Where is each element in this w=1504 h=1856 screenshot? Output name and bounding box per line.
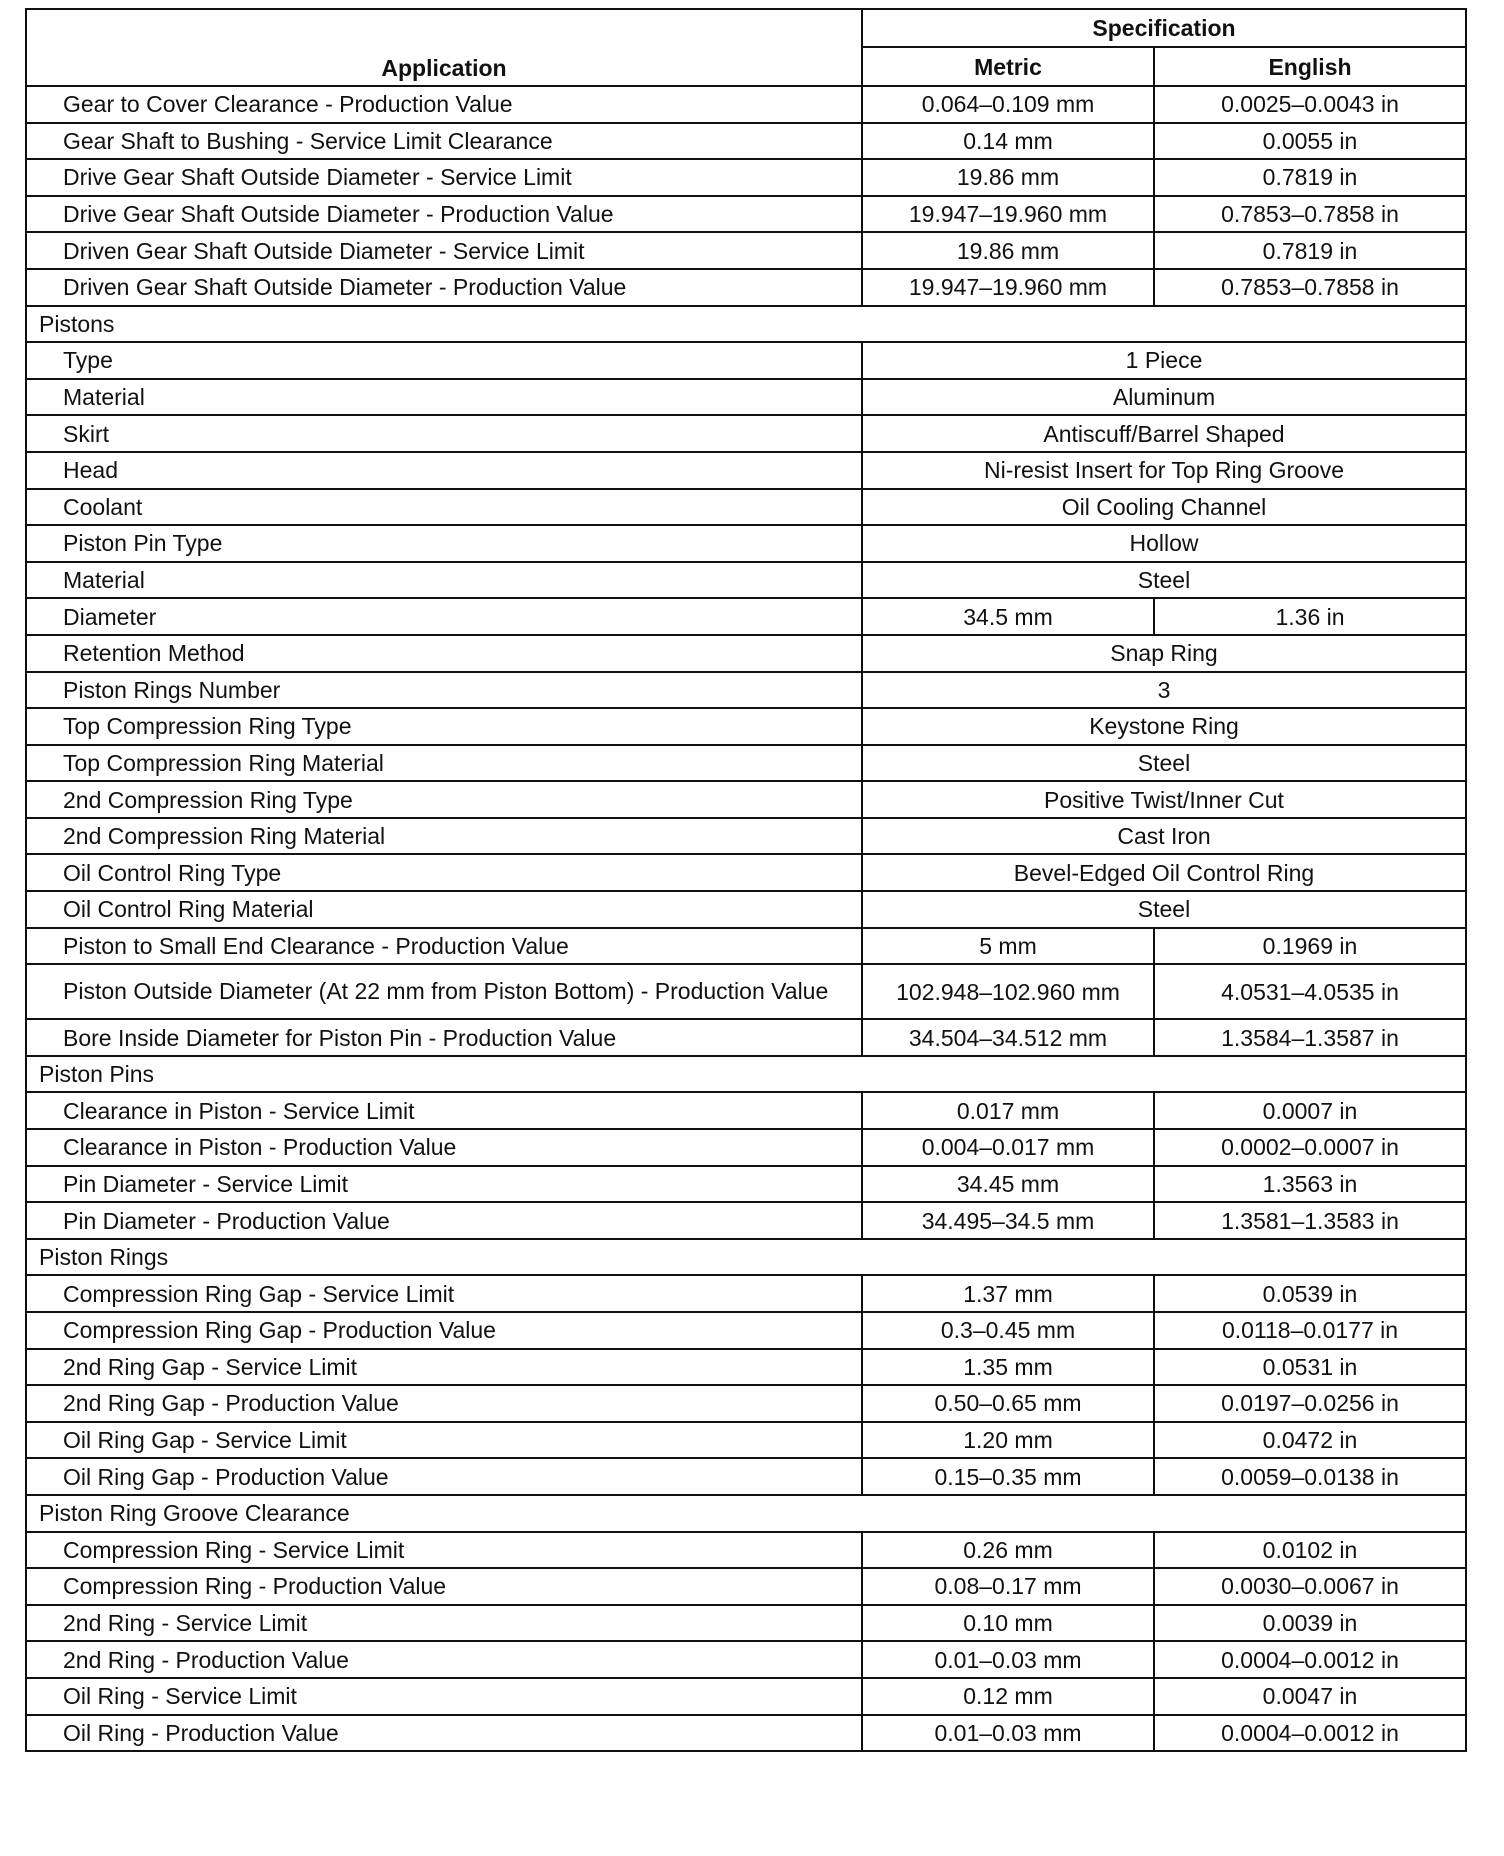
- table-row: [26, 1092, 1466, 1129]
- english-cell: 0.0030–0.0067 in: [1154, 1568, 1466, 1605]
- specification-cell: Steel: [862, 745, 1466, 782]
- table-row: [26, 635, 1466, 672]
- english-cell: 0.0025–0.0043 in: [1154, 86, 1466, 123]
- application-cell: Clearance in Piston - Service Limit: [26, 1092, 862, 1129]
- specification-cell: Oil Cooling Channel: [862, 489, 1466, 526]
- table-row: [26, 1349, 1466, 1386]
- english-cell: 1.3584–1.3587 in: [1154, 1019, 1466, 1056]
- english-cell: 0.0531 in: [1154, 1349, 1466, 1386]
- table-row: [26, 1458, 1466, 1495]
- application-cell: 2nd Ring - Service Limit: [26, 1605, 862, 1642]
- metric-cell: 0.12 mm: [862, 1678, 1154, 1715]
- table-row: [26, 379, 1466, 416]
- table-row: [26, 562, 1466, 599]
- application-cell: Gear to Cover Clearance - Production Value: [26, 86, 862, 123]
- table-row: [26, 1605, 1466, 1642]
- application-cell: Piston to Small End Clearance - Production Value: [26, 928, 862, 965]
- table-row: [26, 269, 1466, 306]
- metric-cell: 0.26 mm: [862, 1532, 1154, 1569]
- specification-table: [25, 8, 1467, 1752]
- english-cell: 0.7819 in: [1154, 159, 1466, 196]
- english-cell: 0.0102 in: [1154, 1532, 1466, 1569]
- table-row: [26, 1641, 1466, 1678]
- application-cell: Pin Diameter - Production Value: [26, 1202, 862, 1239]
- english-cell: 4.0531–4.0535 in: [1154, 964, 1466, 1019]
- application-cell: 2nd Compression Ring Type: [26, 781, 862, 818]
- section-row: [26, 306, 1466, 343]
- application-cell: Compression Ring Gap - Production Value: [26, 1312, 862, 1349]
- metric-cell: 34.45 mm: [862, 1166, 1154, 1203]
- application-cell: Bore Inside Diameter for Piston Pin - Production Value: [26, 1019, 862, 1056]
- table-row: [26, 1202, 1466, 1239]
- application-cell: Head: [26, 452, 862, 489]
- application-cell: Oil Control Ring Material: [26, 891, 862, 928]
- english-cell: 0.0047 in: [1154, 1678, 1466, 1715]
- specification-cell: Ni-resist Insert for Top Ring Groove: [862, 452, 1466, 489]
- metric-cell: 34.5 mm: [862, 598, 1154, 635]
- application-cell: 2nd Ring - Production Value: [26, 1641, 862, 1678]
- table-row: [26, 745, 1466, 782]
- table-row: [26, 1166, 1466, 1203]
- section-title: Pistons: [26, 306, 1466, 343]
- english-header: English: [1154, 47, 1466, 86]
- application-cell: Compression Ring Gap - Service Limit: [26, 1275, 862, 1312]
- application-cell: Oil Ring Gap - Production Value: [26, 1458, 862, 1495]
- specification-cell: Aluminum: [862, 379, 1466, 416]
- application-cell: Piston Rings Number: [26, 672, 862, 709]
- table-row: [26, 232, 1466, 269]
- table-row: [26, 708, 1466, 745]
- metric-cell: 19.86 mm: [862, 159, 1154, 196]
- table-row: [26, 854, 1466, 891]
- table-row: [26, 1532, 1466, 1569]
- application-cell: Gear Shaft to Bushing - Service Limit Clearance: [26, 123, 862, 160]
- metric-cell: 5 mm: [862, 928, 1154, 965]
- metric-cell: 0.50–0.65 mm: [862, 1385, 1154, 1422]
- metric-cell: 0.064–0.109 mm: [862, 86, 1154, 123]
- application-cell: Driven Gear Shaft Outside Diameter - Service Limit: [26, 232, 862, 269]
- table-row: [26, 1422, 1466, 1459]
- application-header: Application: [26, 9, 862, 86]
- specification-cell: Bevel-Edged Oil Control Ring: [862, 854, 1466, 891]
- application-cell: Drive Gear Shaft Outside Diameter - Production Value: [26, 196, 862, 233]
- metric-cell: 19.86 mm: [862, 232, 1154, 269]
- application-cell: Oil Ring - Production Value: [26, 1715, 862, 1752]
- table-row: [26, 928, 1466, 965]
- section-row: [26, 1239, 1466, 1276]
- english-cell: 0.1969 in: [1154, 928, 1466, 965]
- english-cell: 0.0197–0.0256 in: [1154, 1385, 1466, 1422]
- table-row: [26, 489, 1466, 526]
- english-cell: 0.0539 in: [1154, 1275, 1466, 1312]
- table-row: [26, 818, 1466, 855]
- english-cell: 0.0472 in: [1154, 1422, 1466, 1459]
- specification-cell: Snap Ring: [862, 635, 1466, 672]
- english-cell: 0.0055 in: [1154, 123, 1466, 160]
- application-cell: Coolant: [26, 489, 862, 526]
- table-row: [26, 1275, 1466, 1312]
- table-row: [26, 1678, 1466, 1715]
- application-cell: Driven Gear Shaft Outside Diameter - Production Value: [26, 269, 862, 306]
- table-row: [26, 891, 1466, 928]
- metric-cell: 19.947–19.960 mm: [862, 196, 1154, 233]
- specification-cell: Steel: [862, 562, 1466, 599]
- application-cell: Skirt: [26, 415, 862, 452]
- metric-cell: 0.01–0.03 mm: [862, 1715, 1154, 1752]
- table-row: [26, 86, 1466, 123]
- table-row: [26, 672, 1466, 709]
- section-title: Piston Pins: [26, 1056, 1466, 1093]
- metric-cell: 0.3–0.45 mm: [862, 1312, 1154, 1349]
- metric-cell: 0.004–0.017 mm: [862, 1129, 1154, 1166]
- section-title: Piston Rings: [26, 1239, 1466, 1276]
- application-cell: 2nd Compression Ring Material: [26, 818, 862, 855]
- application-cell: Clearance in Piston - Production Value: [26, 1129, 862, 1166]
- section-row: [26, 1495, 1466, 1532]
- english-cell: 0.0004–0.0012 in: [1154, 1641, 1466, 1678]
- table-row: [26, 964, 1466, 1019]
- application-cell: Top Compression Ring Material: [26, 745, 862, 782]
- table-header: [26, 9, 1466, 86]
- english-cell: 0.0059–0.0138 in: [1154, 1458, 1466, 1495]
- metric-header: Metric: [862, 47, 1154, 86]
- english-cell: 0.7853–0.7858 in: [1154, 269, 1466, 306]
- application-cell: Retention Method: [26, 635, 862, 672]
- table-row: [26, 415, 1466, 452]
- metric-cell: 1.20 mm: [862, 1422, 1154, 1459]
- metric-cell: 0.10 mm: [862, 1605, 1154, 1642]
- english-cell: 1.3563 in: [1154, 1166, 1466, 1203]
- metric-cell: 34.504–34.512 mm: [862, 1019, 1154, 1056]
- english-cell: 0.0004–0.0012 in: [1154, 1715, 1466, 1752]
- metric-cell: 0.01–0.03 mm: [862, 1641, 1154, 1678]
- specification-cell: Hollow: [862, 525, 1466, 562]
- english-cell: 0.0118–0.0177 in: [1154, 1312, 1466, 1349]
- specification-cell: Steel: [862, 891, 1466, 928]
- application-cell: Piston Pin Type: [26, 525, 862, 562]
- table-row: [26, 1385, 1466, 1422]
- specification-cell: 1 Piece: [862, 342, 1466, 379]
- metric-cell: 0.017 mm: [862, 1092, 1154, 1129]
- application-cell: 2nd Ring Gap - Service Limit: [26, 1349, 862, 1386]
- metric-cell: 0.08–0.17 mm: [862, 1568, 1154, 1605]
- application-cell: Pin Diameter - Service Limit: [26, 1166, 862, 1203]
- application-cell: 2nd Ring Gap - Production Value: [26, 1385, 862, 1422]
- table-row: [26, 196, 1466, 233]
- english-cell: 0.7853–0.7858 in: [1154, 196, 1466, 233]
- application-cell: Type: [26, 342, 862, 379]
- table-row: [26, 342, 1466, 379]
- application-cell: Oil Ring Gap - Service Limit: [26, 1422, 862, 1459]
- header-row-top: [26, 9, 1466, 47]
- table-row: [26, 525, 1466, 562]
- english-cell: 1.3581–1.3583 in: [1154, 1202, 1466, 1239]
- application-cell: Oil Control Ring Type: [26, 854, 862, 891]
- application-cell: Material: [26, 562, 862, 599]
- specification-header: Specification: [862, 9, 1466, 47]
- application-cell: Drive Gear Shaft Outside Diameter - Service Limit: [26, 159, 862, 196]
- english-cell: 1.36 in: [1154, 598, 1466, 635]
- english-cell: 0.0007 in: [1154, 1092, 1466, 1129]
- table-row: [26, 781, 1466, 818]
- application-cell: Compression Ring - Production Value: [26, 1568, 862, 1605]
- table-row: [26, 1568, 1466, 1605]
- application-cell: Compression Ring - Service Limit: [26, 1532, 862, 1569]
- metric-cell: 19.947–19.960 mm: [862, 269, 1154, 306]
- table-row: [26, 1715, 1466, 1752]
- section-title: Piston Ring Groove Clearance: [26, 1495, 1466, 1532]
- specification-cell: Antiscuff/Barrel Shaped: [862, 415, 1466, 452]
- section-row: [26, 1056, 1466, 1093]
- metric-cell: 102.948–102.960 mm: [862, 964, 1154, 1019]
- table-row: [26, 1129, 1466, 1166]
- metric-cell: 1.35 mm: [862, 1349, 1154, 1386]
- specification-cell: Keystone Ring: [862, 708, 1466, 745]
- table-row: [26, 452, 1466, 489]
- metric-cell: 34.495–34.5 mm: [862, 1202, 1154, 1239]
- english-cell: 0.7819 in: [1154, 232, 1466, 269]
- table-row: [26, 123, 1466, 160]
- metric-cell: 0.15–0.35 mm: [862, 1458, 1154, 1495]
- metric-cell: 0.14 mm: [862, 123, 1154, 160]
- table-row: [26, 598, 1466, 635]
- application-cell: Piston Outside Diameter (At 22 mm from Piston Bottom) - Production Value: [26, 964, 862, 1019]
- metric-cell: 1.37 mm: [862, 1275, 1154, 1312]
- table-row: [26, 1312, 1466, 1349]
- english-cell: 0.0039 in: [1154, 1605, 1466, 1642]
- table-row: [26, 1019, 1466, 1056]
- application-cell: Oil Ring - Service Limit: [26, 1678, 862, 1715]
- application-cell: Diameter: [26, 598, 862, 635]
- table-row: [26, 159, 1466, 196]
- specification-cell: Cast Iron: [862, 818, 1466, 855]
- english-cell: 0.0002–0.0007 in: [1154, 1129, 1466, 1166]
- application-cell: Material: [26, 379, 862, 416]
- application-cell: Top Compression Ring Type: [26, 708, 862, 745]
- specification-cell: Positive Twist/Inner Cut: [862, 781, 1466, 818]
- table-body: [26, 86, 1466, 1751]
- specification-cell: 3: [862, 672, 1466, 709]
